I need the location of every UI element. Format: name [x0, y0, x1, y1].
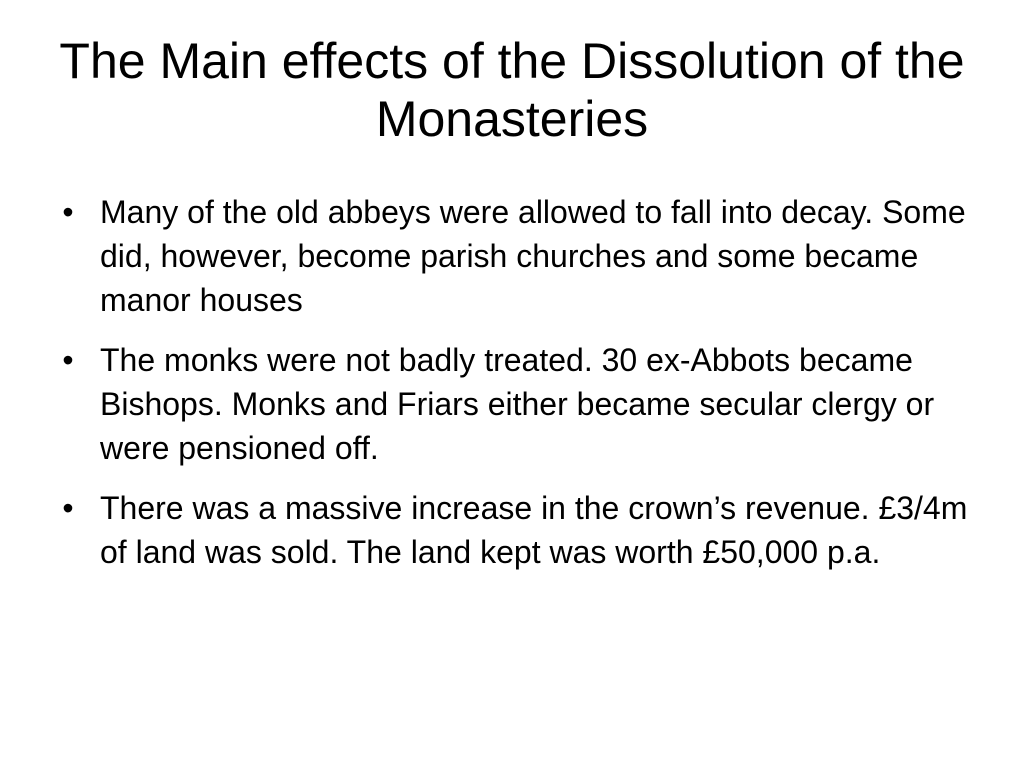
- bullet-icon: •: [62, 194, 74, 230]
- bullet-text: The monks were not badly treated. 30 ex-Abbots became Bishops. Monks and Friars either became secular clergy or were pensioned off.: [100, 342, 935, 466]
- bullet-item: [58, 338, 978, 470]
- bullet-text: There was a massive increase in the crown’s revenue. £3/4m of land was sold. The land kept was worth £50,000 p.a.: [100, 490, 968, 570]
- bullet-text: Many of the old abbeys were allowed to fall into decay. Some did, however, become parish churches and some became manor houses: [100, 194, 966, 318]
- bullet-item: [58, 486, 978, 574]
- bullet-icon: •: [62, 490, 74, 526]
- bullet-item: [58, 190, 978, 322]
- slide-title: The Main effects of the Dissolution of the Monasteries: [59, 33, 965, 147]
- bullet-icon: •: [62, 342, 74, 378]
- bullet-list: [58, 190, 978, 590]
